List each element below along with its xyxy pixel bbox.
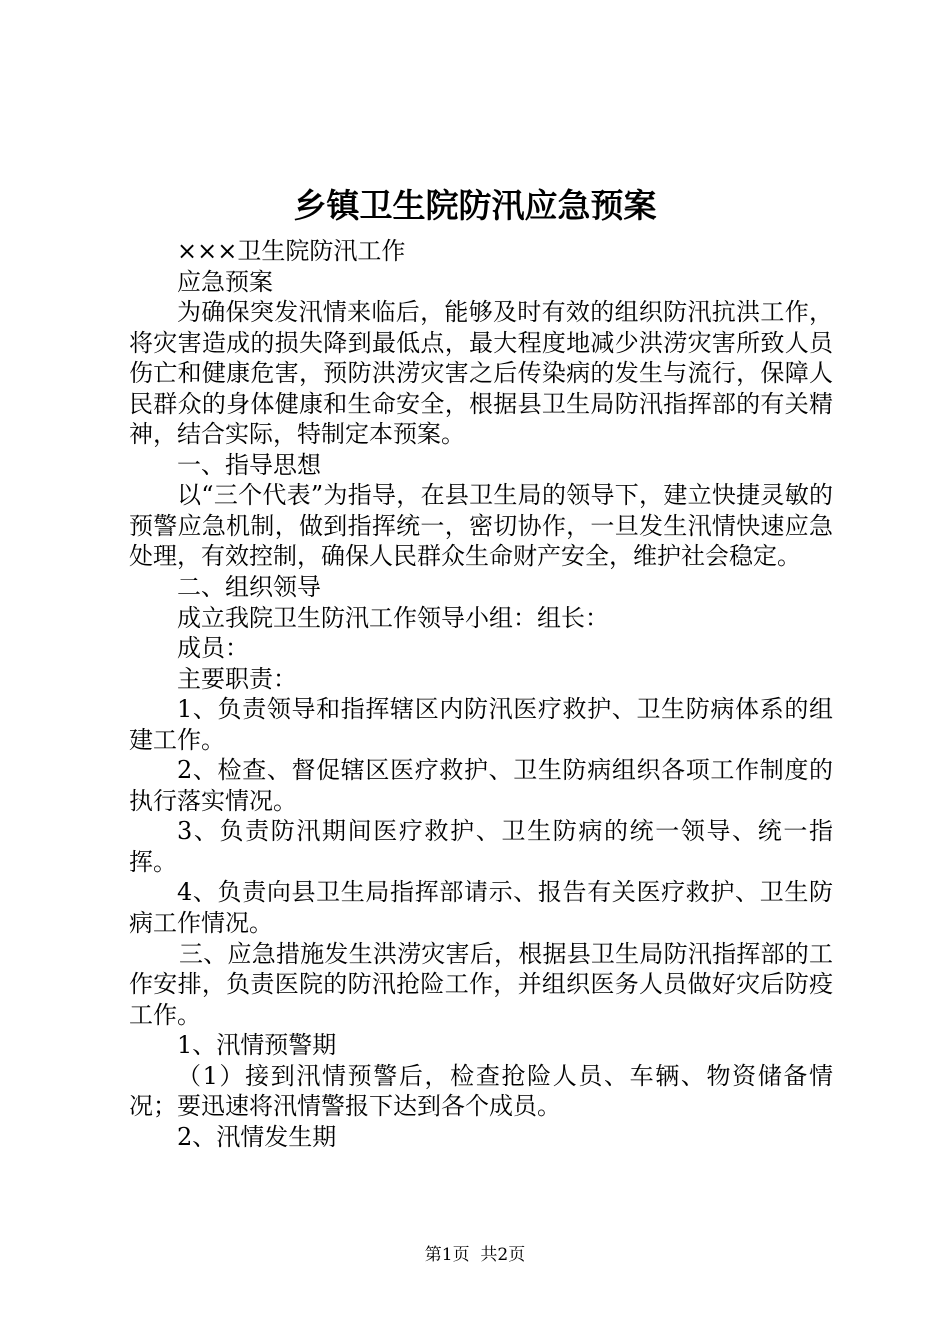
- paragraph-guiding-thought: 以“三个代表”为指导，在县卫生局的领导下，建立快捷灵敏的预警应急机制，做到指挥统一，密切协作，一旦发生汛情快速应急处理，有效控制，确保人民群众生命财产安全，维护社会稳定。: [129, 481, 833, 571]
- subheading-warning-period: 1、汛情预警期: [177, 1031, 337, 1060]
- document-body: [129, 236, 833, 1152]
- paragraph-leader-group: 成立我院卫生防汛工作领导小组：组长：: [177, 603, 609, 632]
- list-item-duty-3: 3、负责防汛期间医疗救护、卫生防病的统一领导、统一指挥。: [129, 817, 833, 876]
- list-item-duty-4: 4、负责向县卫生局指挥部请示、报告有关医疗救护、卫生防病工作情况。: [129, 878, 833, 938]
- section-heading-guiding-thought: 一、指导思想: [177, 450, 321, 479]
- list-item-warning-1: （1）接到汛情预警后，检查抢险人员、车辆、物资储备情况；要迅速将汛情警报下达到各个成员。: [129, 1061, 833, 1121]
- paragraph-members: 成员：: [177, 634, 249, 663]
- list-item-duty-2: 2、检查、督促辖区医疗救护、卫生防病组织各项工作制度的执行落实情况。: [129, 756, 833, 815]
- section-heading-organization: 二、组织领导: [177, 573, 321, 602]
- paragraph-plan-heading: 应急预案: [177, 267, 273, 296]
- paragraph-preamble: 为确保突发汛情来临后，能够及时有效的组织防汛抗洪工作，将灾害造成的损失降到最低点，最大程度地减少洪涝灾害所致人员伤亡和健康危害，预防洪涝灾害之后传染病的发生与流行，保障人民群众的身体健康和生命安全，根据县卫生局防汛指挥部的有关精神，结合实际，特制定本预案。: [129, 298, 833, 449]
- subheading-occurrence-period: 2、汛情发生期: [177, 1122, 337, 1151]
- section-heading-emergency-measures: 三、应急措施发生洪涝灾害后，根据县卫生局防汛指挥部的工作安排，负责医院的防汛抢险工作，并组织医务人员做好灾后防疫工作。: [129, 939, 833, 1029]
- document-title: 乡镇卫生院防汛应急预案: [293, 186, 657, 225]
- page-footer: 第1页 共2页: [424, 1245, 526, 1265]
- paragraph-duties-heading: 主要职责：: [177, 664, 297, 693]
- list-item-duty-1: 1、负责领导和指挥辖区内防汛医疗救护、卫生防病体系的组建工作。: [129, 695, 833, 754]
- paragraph-unit-heading: ×××卫生院防汛工作: [177, 237, 406, 265]
